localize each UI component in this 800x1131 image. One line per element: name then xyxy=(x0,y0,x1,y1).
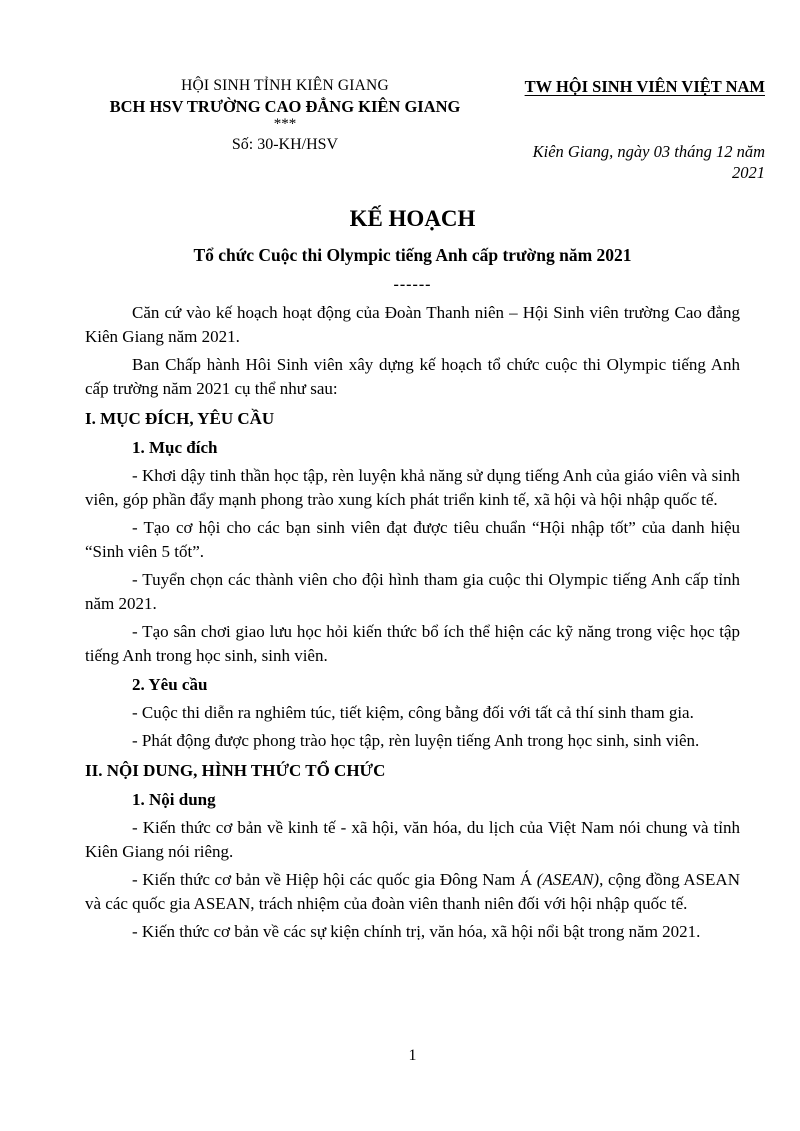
sub-heading-noi-dung: 1. Nội dung xyxy=(132,790,216,809)
bullet-muc-dich-1: - Khơi dậy tinh thần học tập, rèn luyện khả năng sử dụng tiếng Anh của giáo viên và sinh viên, góp phần đẩy mạnh phong trào xung kích phát triển kinh tế, xã hội và hội nhập quốc tế. xyxy=(85,466,740,509)
paragraph-basis-2: Ban Chấp hành Hôi Sinh viên xây dựng kế hoạch tổ chức cuộc thi Olympic tiếng Anh cấp trường năm 2021 cụ thể như sau: xyxy=(85,355,740,398)
document-subtitle: Tổ chức Cuộc thi Olympic tiếng Anh cấp trường năm 2021 xyxy=(193,245,632,265)
title-divider: ------ xyxy=(393,276,432,293)
bullet-muc-dich-3: - Tuyển chọn các thành viên cho đội hình tham gia cuộc thi Olympic tiếng Anh cấp tỉnh năm 2021. xyxy=(85,570,740,613)
bullet-noi-dung-2-post: , cộng đồng ASEAN và các quốc gia ASEAN, trách nhiệm của đoàn viên thanh niên đối với hội nhập quốc tế. xyxy=(85,870,740,913)
asean-italic-text: (ASEAN) xyxy=(536,870,600,889)
header-left-block xyxy=(85,76,485,183)
stars-separator: *** xyxy=(273,116,297,132)
place-date-line: Kiên Giang, ngày 03 tháng 12 năm 2021 xyxy=(532,142,765,182)
bullet-noi-dung-3: - Kiến thức cơ bản về các sự kiện chính trị, văn hóa, xã hội nổi bật trong năm 2021. xyxy=(132,922,701,941)
document-header xyxy=(85,76,765,183)
national-org-name: TW HỘI SINH VIÊN VIỆT NAM xyxy=(524,77,765,96)
document-body xyxy=(85,301,740,944)
paragraph-basis-1: Căn cứ vào kế hoạch hoạt động của Đoàn Thanh niên – Hội Sinh viên trường Cao đẳng Kiên Giang năm 2021. xyxy=(85,303,740,346)
org-parent-name: HỘI SINH TỈNH KIÊN GIANG xyxy=(181,77,389,94)
bullet-noi-dung-2-pre: - Kiến thức cơ bản về Hiệp hội các quốc gia Đông Nam Á xyxy=(132,870,537,889)
header-right-block xyxy=(485,76,765,183)
bullet-muc-dich-4: - Tạo sân chơi giao lưu học hỏi kiến thức bổ ích thể hiện các kỹ năng trong việc học tập tiếng Anh trong học sinh, sinh viên. xyxy=(85,622,740,665)
document-number: Số: 30-KH/HSV xyxy=(231,136,339,153)
document-title: KẾ HOẠCH xyxy=(349,206,476,231)
page-number: 1 xyxy=(408,1047,417,1064)
sub-heading-muc-dich: 1. Mục đích xyxy=(132,438,218,457)
bullet-muc-dich-2: - Tạo cơ hội cho các bạn sinh viên đạt được tiêu chuẩn “Hội nhập tốt” của danh hiệu “Sinh viên 5 tốt”. xyxy=(85,518,740,561)
bullet-yeu-cau-2: - Phát động được phong trào học tập, rèn luyện tiếng Anh trong học sinh, sinh viên. xyxy=(132,731,700,750)
org-name: BCH HSV TRƯỜNG CAO ĐẲNG KIÊN GIANG xyxy=(109,97,461,116)
section-heading-2: II. NỘI DUNG, HÌNH THỨC TỔ CHỨC xyxy=(85,761,386,780)
bullet-noi-dung-1: - Kiến thức cơ bản về kinh tế - xã hội, văn hóa, du lịch của Việt Nam nói chung và tỉnh Kiên Giang nói riêng. xyxy=(85,818,740,861)
section-heading-1: I. MỤC ĐÍCH, YÊU CẦU xyxy=(85,409,275,428)
bullet-yeu-cau-1: - Cuộc thi diễn ra nghiêm túc, tiết kiệm, công bằng đối với tất cả thí sinh tham gia. xyxy=(132,703,694,722)
title-block xyxy=(85,205,740,293)
bullet-noi-dung-2 xyxy=(85,868,740,916)
sub-heading-yeu-cau: 2. Yêu cầu xyxy=(132,675,208,694)
